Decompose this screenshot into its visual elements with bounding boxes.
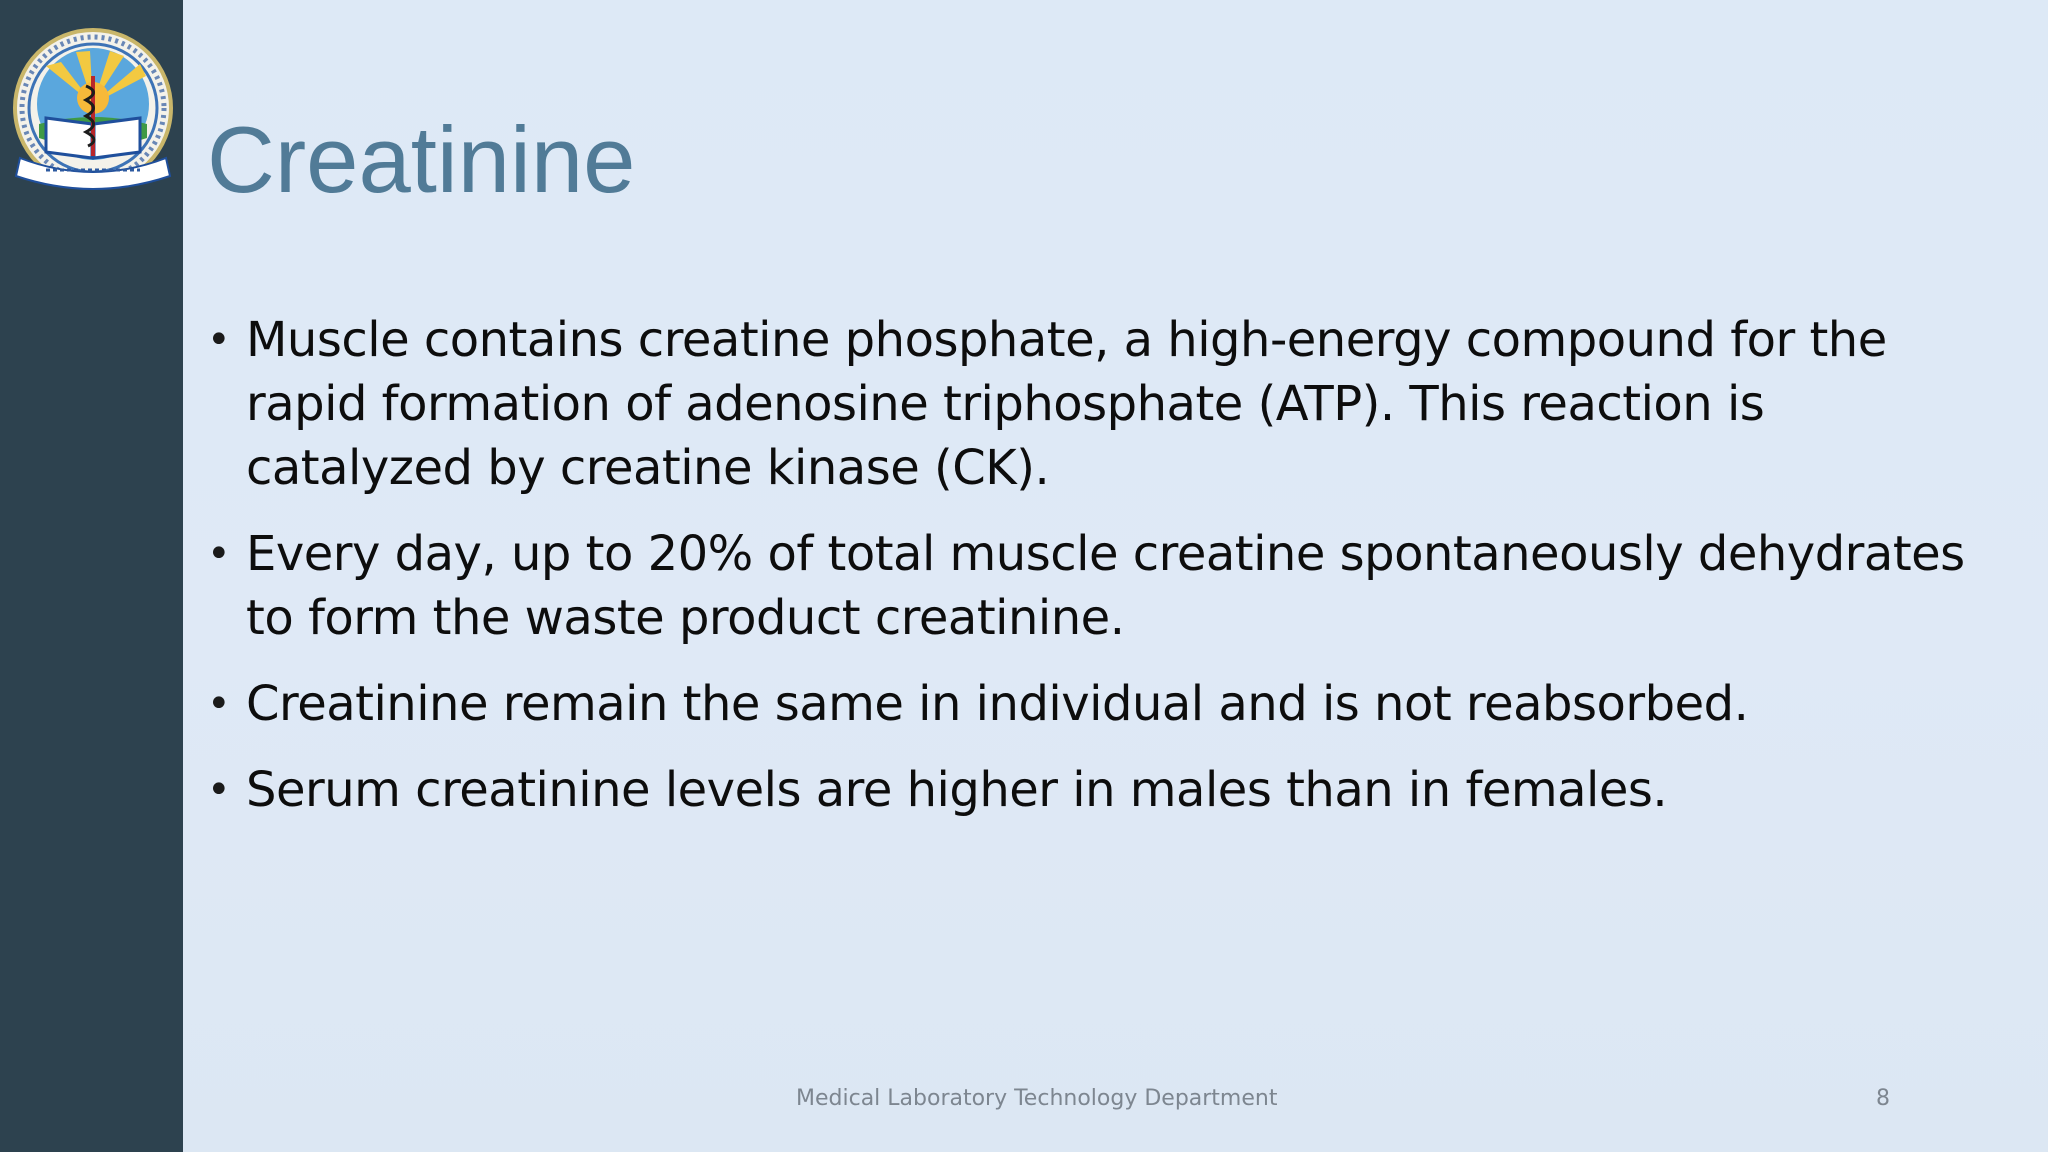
bullet-text: Every day, up to 20% of total muscle creatine spontaneously dehydrates to form the waste product creatinine. <box>246 526 1965 646</box>
bullet-item <box>207 522 1967 650</box>
page-number: 8 <box>1876 1086 1890 1111</box>
slide-title: Creatinine <box>207 107 636 212</box>
bullet-item <box>207 672 1967 736</box>
bullet-item <box>207 308 1967 500</box>
bullet-marker: • <box>207 681 231 727</box>
sidebar-panel <box>0 0 183 1152</box>
bullet-text: Creatinine remain the same in individual and is not reabsorbed. <box>246 676 1749 732</box>
bullet-marker: • <box>207 317 231 363</box>
bullet-text: Serum creatinine levels are higher in males than in females. <box>246 762 1668 818</box>
bullet-item <box>207 758 1967 822</box>
bullet-list <box>207 308 1967 844</box>
bullet-text: Muscle contains creatine phosphate, a high-energy compound for the rapid formation of adenosine triphosphate (ATP). This reaction is catalyzed by creatine kinase (CK). <box>246 312 1887 496</box>
footer-department: Medical Laboratory Technology Department <box>796 1086 1278 1111</box>
university-seal-icon <box>6 26 180 190</box>
bullet-marker: • <box>207 767 231 813</box>
bullet-marker: • <box>207 531 231 577</box>
